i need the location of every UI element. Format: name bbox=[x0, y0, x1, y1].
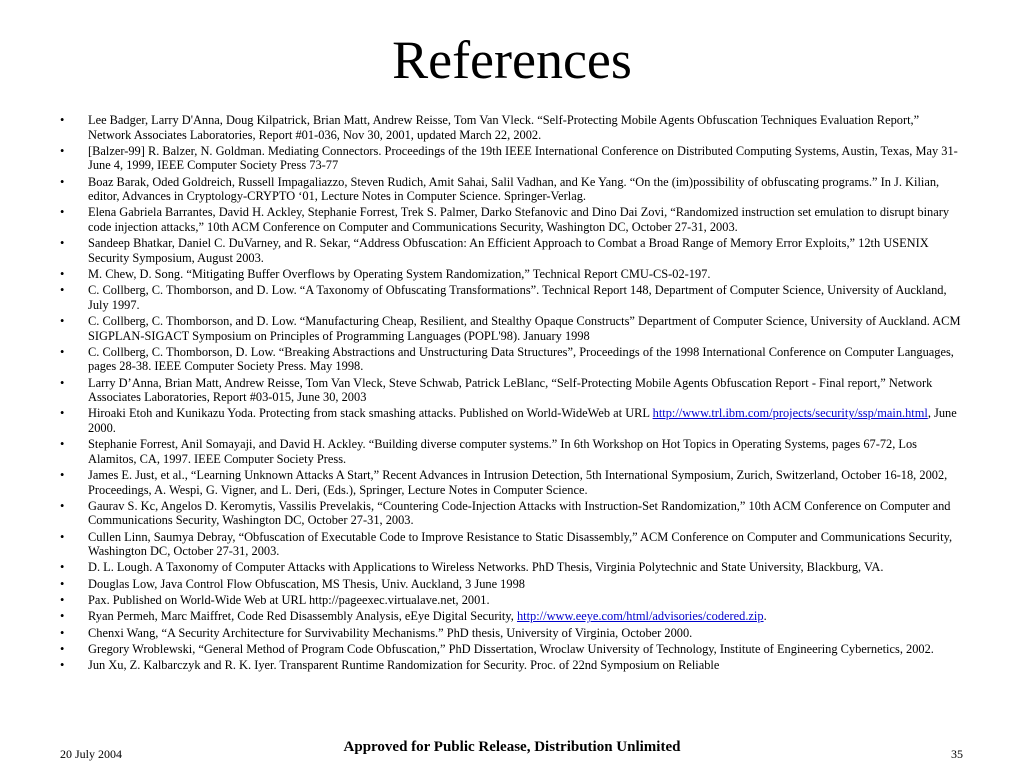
reference-item bbox=[60, 314, 965, 343]
reference-item bbox=[60, 499, 965, 528]
bullet-icon: • bbox=[60, 625, 65, 640]
reference-text: Stephanie Forrest, Anil Somayaji, and David H. Ackley. “Building diverse computer systems.” In 6th Workshop on Hot Topics in Operating Systems, pages 67-72, Los Alamitos, CA, 1997. IEEE Computer Society Press. bbox=[88, 437, 918, 466]
reference-item bbox=[60, 577, 965, 592]
reference-text: James E. Just, et al., “Learning Unknown Attacks A Start,” Recent Advances in Intrusion Detection, 5th International Symposium, Zurich, Switzerland, October 16-18, 2002, Proceedings, A. Wespi, G. Vigner, and L. Deri, (Eds.), Springer, Lecture Notes in Computer Science. bbox=[88, 468, 948, 497]
bullet-icon: • bbox=[60, 576, 65, 591]
reference-list bbox=[60, 113, 965, 675]
bullet-icon: • bbox=[60, 205, 65, 220]
bullet-icon: • bbox=[60, 236, 65, 251]
bullet-icon: • bbox=[60, 406, 65, 421]
footer-date: 20 July 2004 bbox=[60, 747, 123, 761]
reference-item bbox=[60, 283, 965, 312]
reference-item bbox=[60, 406, 965, 435]
reference-text: M. Chew, D. Song. “Mitigating Buffer Overflows by Operating System Randomization,” Technical Report CMU-CS-02-197. bbox=[88, 266, 711, 281]
bullet-icon: • bbox=[60, 609, 65, 624]
bullet-icon: • bbox=[60, 437, 65, 452]
bullet-icon: • bbox=[60, 498, 65, 513]
reference-text: Jun Xu, Z. Kalbarczyk and R. K. Iyer. Transparent Runtime Randomization for Security. Proc. of 22nd Symposium on Reliable bbox=[88, 658, 720, 673]
reference-text: Larry D’Anna, Brian Matt, Andrew Reisse, Tom Van Vleck, Steve Schwab, Patrick LeBlanc, “Self-Protecting Mobile Agents Obfuscation Report - Final report,” Network Associates Laboratories, Report #03-015, June 30, 2003 bbox=[88, 375, 933, 405]
reference-item bbox=[60, 560, 965, 575]
reference-item bbox=[60, 345, 965, 374]
reference-item bbox=[60, 437, 965, 466]
bullet-icon: • bbox=[60, 314, 65, 329]
bullet-icon: • bbox=[60, 266, 65, 281]
reference-item bbox=[60, 236, 965, 265]
bullet-icon: • bbox=[60, 143, 65, 158]
reference-item bbox=[60, 376, 965, 405]
reference-item bbox=[60, 593, 965, 608]
bullet-icon: • bbox=[60, 283, 65, 298]
reference-text: Douglas Low, Java Control Flow Obfuscation, MS Thesis, Univ. Auckland, 3 June 1998 bbox=[88, 576, 525, 591]
reference-text: Sandeep Bhatkar, Daniel C. DuVarney, and R. Sekar, “Address Obfuscation: An Efficient Approach to Combat a Broad Range of Memory Error Exploits,” 12th USENIX Security Symposium, August 2003. bbox=[88, 236, 929, 265]
reference-text: [Balzer-99] R. Balzer, N. Goldman. Mediating Connectors. Proceedings of the 19th IEEE International Conference on Distributed Computing Systems, Austin, Texas, May 31-June 4, 1999, IEEE Computer Society Press 73-77 bbox=[88, 143, 958, 173]
reference-text: C. Collberg, C. Thomborson, and D. Low. “Manufacturing Cheap, Resilient, and Stealthy Opaque Constructs” Department of Computer Science, University of Auckland. ACM SIGPLAN-SIGACT Symposium on Principles of Programming Languages (POPL'98). January 1998 bbox=[88, 314, 961, 343]
bullet-icon: • bbox=[60, 560, 65, 575]
reference-text: C. Collberg, C. Thomborson, and D. Low. “A Taxonomy of Obfuscating Transformations”. Technical Report 148, Department of Computer Science, University of Auckland, July 1997. bbox=[88, 283, 947, 312]
reference-link[interactable]: http://www.trl.ibm.com/projects/security/ssp/main.html bbox=[652, 406, 928, 421]
reference-text: C. Collberg, C. Thomborson, D. Low. “Breaking Abstractions and Unstructuring Data Structures”, Proceedings of the 1998 International Conference on Computer Languages, pages 28-38. IEEE Computer Society Press. May 1998. bbox=[88, 344, 954, 374]
reference-item bbox=[60, 267, 965, 282]
bullet-icon: • bbox=[60, 658, 65, 673]
page-number: 35 bbox=[951, 747, 963, 761]
reference-item bbox=[60, 530, 965, 559]
reference-text: Elena Gabriela Barrantes, David H. Ackley, Stephanie Forrest, Trek S. Palmer, Darko Stefanovic and Dino Dai Zovi, “Randomized instruction set emulation to disrupt binary code injection attacks,” 10th ACM Conference on Computer and Communications Security, Washington DC, October 27-31, 2003. bbox=[88, 205, 950, 234]
reference-text: D. L. Lough. A Taxonomy of Computer Attacks with Applications to Wireless Networks. PhD Thesis, Virginia Polytechnic and State University, Blackburg, VA. bbox=[88, 560, 884, 575]
reference-text-suffix: . bbox=[763, 609, 767, 624]
footer-release-notice: Approved for Public Release, Distribution Unlimited bbox=[343, 739, 681, 755]
slide-title: References bbox=[392, 30, 632, 90]
reference-item bbox=[60, 642, 965, 657]
reference-item bbox=[60, 658, 965, 673]
reference-text: Gregory Wroblewski, “General Method of Program Code Obfuscation,” PhD Dissertation, Wroclaw University of Technology, Institute of Engineering Cybernetics, 2002. bbox=[88, 641, 934, 656]
reference-text: Boaz Barak, Oded Goldreich, Russell Impagaliazzo, Steven Rudich, Amit Sahai, Salil Vadhan, and Ke Yang. “On the (im)possibility of obfuscating programs.” In J. Kilian, editor, Advances in Cryptology-CRYPTO ‘01, Lecture Notes in Computer Science. Springer-Verlag. bbox=[88, 174, 940, 204]
bullet-icon: • bbox=[60, 174, 65, 189]
bullet-icon: • bbox=[60, 593, 65, 608]
reference-text: Lee Badger, Larry D'Anna, Doug Kilpatrick, Brian Matt, Andrew Reisse, Tom Van Vleck. “Self-Protecting Mobile Agents Obfuscation Techniques Evaluation Report,” Network Associates Laboratories, Report #01-036, Nov 30, 2001, updated March 22, 2002. bbox=[88, 113, 920, 142]
reference-text: Gaurav S. Kc, Angelos D. Keromytis, Vassilis Prevelakis, “Countering Code-Injection Attacks with Instruction-Set Randomization,” 10th ACM Conference on Computer and Communications Security, Washington DC, October 27-31, 2003. bbox=[88, 498, 951, 528]
bullet-icon: • bbox=[60, 641, 65, 656]
reference-text: Pax. Published on World-Wide Web at URL http://pageexec.virtualave.net, 2001. bbox=[88, 593, 490, 608]
reference-text: Chenxi Wang, “A Security Architecture for Survivability Mechanisms.” PhD thesis, University of Virginia, October 2000. bbox=[88, 625, 693, 640]
reference-item bbox=[60, 175, 965, 204]
reference-item bbox=[60, 626, 965, 641]
reference-text: Hiroaki Etoh and Kunikazu Yoda. Protecting from stack smashing attacks. Published on World-WideWeb at URL bbox=[88, 406, 653, 421]
reference-item bbox=[60, 468, 965, 497]
reference-text: Cullen Linn, Saumya Debray, “Obfuscation of Executable Code to Improve Resistance to Static Disassembly,” ACM Conference on Computer and Communications Security, Washington DC, October 27-31, 2003. bbox=[88, 529, 953, 559]
reference-item bbox=[60, 609, 965, 624]
bullet-icon: • bbox=[60, 468, 65, 483]
reference-text: Ryan Permeh, Marc Maiffret, Code Red Disassembly Analysis, eEye Digital Security, bbox=[88, 609, 517, 624]
reference-item bbox=[60, 113, 965, 142]
bullet-icon: • bbox=[60, 375, 65, 390]
reference-item bbox=[60, 144, 965, 173]
reference-text-suffix: , June 2000. bbox=[88, 406, 957, 435]
reference-item bbox=[60, 205, 965, 234]
reference-link[interactable]: http://www.eeye.com/html/advisories/codered.zip bbox=[516, 609, 764, 624]
bullet-icon: • bbox=[60, 113, 65, 127]
bullet-icon: • bbox=[60, 344, 65, 359]
bullet-icon: • bbox=[60, 529, 65, 544]
